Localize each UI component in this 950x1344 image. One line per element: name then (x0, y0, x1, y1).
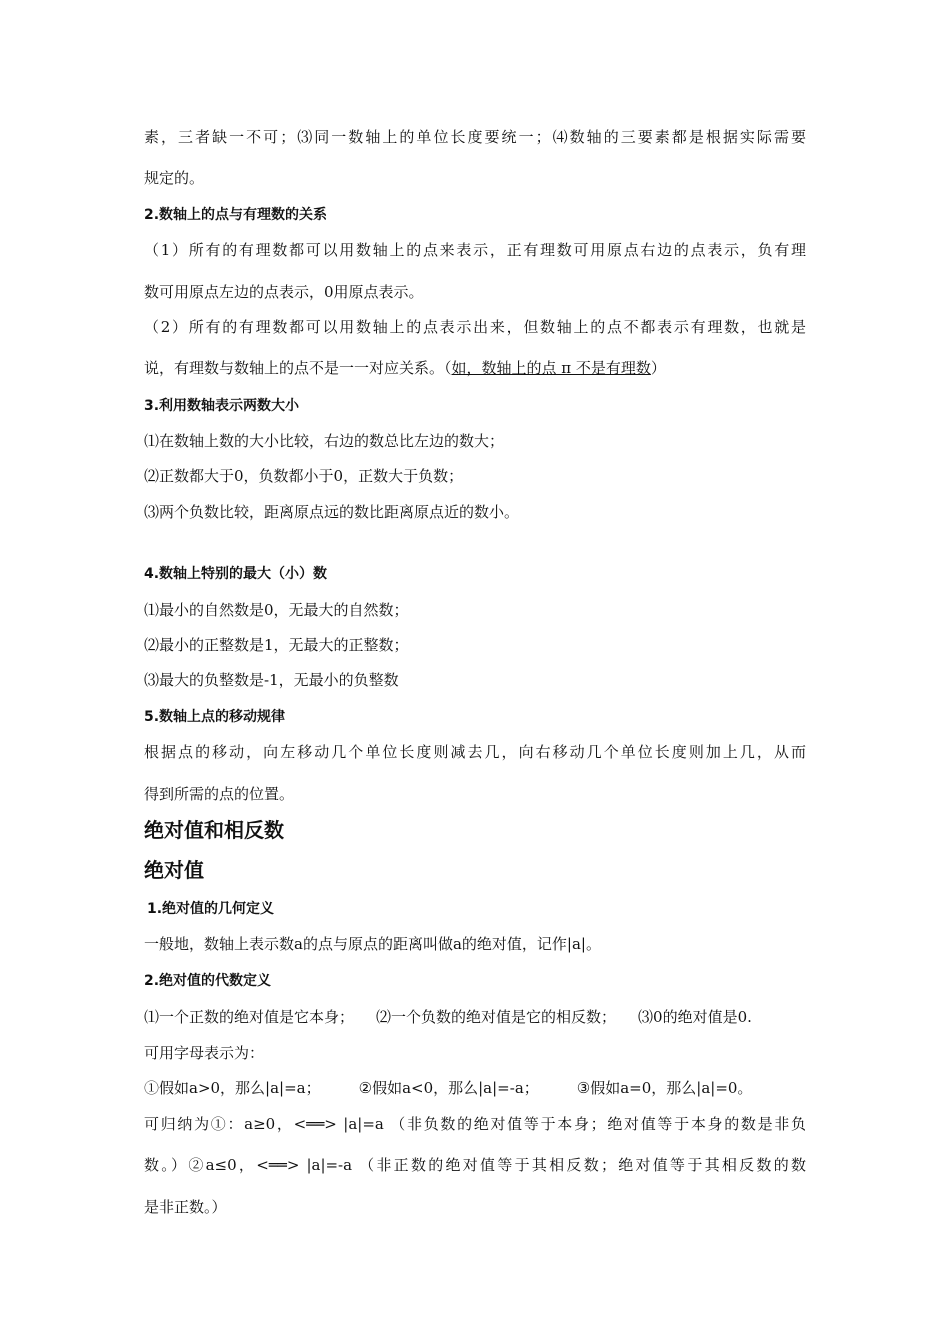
paragraph-line: （1）所有的有理数都可以用数轴上的点来表示，正有理数可用原点右边的点表示，负有理 (144, 241, 806, 259)
case-item: ③假如a=0，那么|a|=0。 (576, 1079, 753, 1097)
paragraph-line: 数可用原点左边的点表示，0用原点表示。 (144, 283, 424, 301)
list-item: ⑶最大的负整数是-1，无最小的负整数 (144, 671, 399, 689)
section-heading: 4.数轴上特别的最大（小）数 (144, 566, 328, 582)
list-item: ⑵正数都大于0，负数都小于0，正数大于负数； (144, 467, 464, 485)
underlined-example: 如，数轴上的点 π 不是有理数 (451, 359, 651, 377)
list-item: ⑶两个负数比较，距离原点远的数比距离原点近的数小。 (144, 503, 520, 521)
paragraph-line: 是非正数。） (144, 1198, 227, 1216)
list-item: ⑴一个正数的绝对值是它本身； (144, 1008, 355, 1026)
list-item: ⑴最小的自然数是0，无最大的自然数； (144, 601, 409, 619)
paragraph-line: 一般地，数轴上表示数a的点与原点的距离叫做a的绝对值，记作|a|。 (144, 935, 601, 953)
paragraph-line (144, 1078, 752, 1098)
paragraph-line (144, 358, 666, 378)
section-heading: 2.绝对值的代数定义 (144, 973, 272, 989)
paragraph-line: 得到所需的点的位置。 (144, 785, 295, 803)
paragraph-line: 规定的。 (144, 169, 205, 187)
section-heading: 2.数轴上的点与有理数的关系 (144, 207, 328, 223)
subchapter-title: 绝对值 (144, 858, 204, 882)
list-item: ⑵最小的正整数是1，无最大的正整数； (144, 636, 409, 654)
section-heading: 3.利用数轴表示两数大小 (144, 398, 300, 414)
paragraph-line: 素，三者缺一不可；⑶同一数轴上的单位长度要统一；⑷数轴的三要素都是根据实际需要 (144, 128, 806, 146)
paragraph-text: ） (650, 359, 666, 377)
list-item: ⑶0的绝对值是0. (638, 1008, 752, 1026)
case-item: ①假如a>0，那么|a|=a； (144, 1079, 321, 1097)
section-heading: 1.绝对值的几何定义 (147, 901, 275, 917)
list-item: ⑵一个负数的绝对值是它的相反数； (376, 1008, 617, 1026)
paragraph-text: 说，有理数与数轴上的点不是一一对应关系。（ (144, 359, 452, 377)
paragraph-line: 根据点的移动，向左移动几个单位长度则减去几，向右移动几个单位长度则加上几，从而 (144, 743, 806, 761)
chapter-title: 绝对值和相反数 (144, 818, 284, 842)
case-item: ②假如a<0，那么|a|=-a； (358, 1079, 539, 1097)
paragraph-line: （2）所有的有理数都可以用数轴上的点表示出来，但数轴上的点不都表示有理数，也就是 (144, 318, 806, 336)
list-item: ⑴在数轴上数的大小比较，右边的数总比左边的数大； (144, 432, 505, 450)
paragraph-line: 可用字母表示为： (144, 1044, 265, 1062)
paragraph-line: 数。）②a≤0，<══> |a|=-a （非正数的绝对值等于其相反数；绝对值等于其相反数的数 (144, 1156, 806, 1174)
paragraph-line: 可归纳为①：a≥0，<══> |a|=a （非负数的绝对值等于本身；绝对值等于本身的数是非负 (144, 1115, 806, 1133)
paragraph-line (144, 1007, 752, 1027)
section-heading: 5.数轴上点的移动规律 (144, 709, 286, 725)
